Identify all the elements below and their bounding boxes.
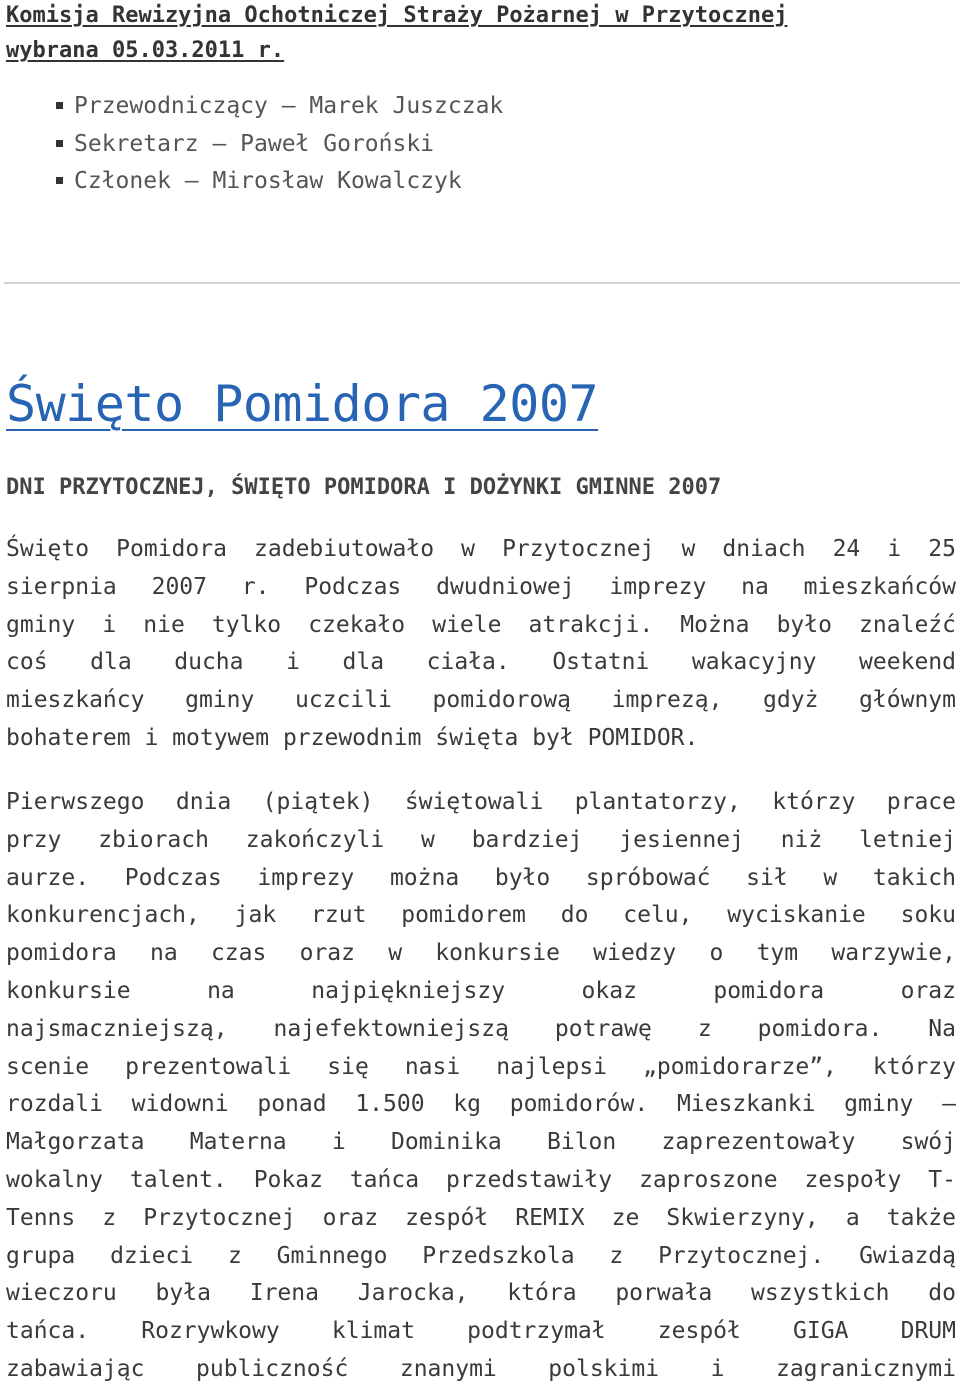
paragraph-line: konkurencjach, jak rzut pomidorem do celu, wyciskanie soku [6,902,956,929]
commission-members-list [6,88,956,201]
paragraph-line: grupa dzieci z Gminnego Przedszkola z Przytocznej. Gwiazdą [6,1242,956,1269]
paragraph-line: tańca. Rozrywkowy klimat podtrzymał zespół GIGA DRUM [6,1318,956,1345]
member-text: Sekretarz – Paweł Goroński [74,130,435,157]
paragraph-line: przy zbiorach zakończyli w bardziej jesiennej niż letniej [6,826,956,853]
paragraph-line: rozdali widowni ponad 1.500 kg pomidorów. Mieszkanki gminy – [6,1091,956,1118]
paragraph-line: sierpnia 2007 r. Podczas dwudniowej imprezy na mieszkańców [6,573,956,600]
article-paragraph-1 [6,531,956,758]
paragraph-line: mieszkańcy gminy uczcili pomidorową imprezą, gdyż głównym [6,687,956,714]
paragraph-line: pomidora na czas oraz w konkursie wiedzy o tym warzywie, [6,940,956,967]
paragraph-line: wokalny talent. Pokaz tańca przedstawiły zaproszone zespoły T- [6,1166,956,1193]
paragraph-line: wieczoru była Irena Jarocka, która porwała wszystkich do [6,1280,956,1307]
commission-heading [6,0,956,68]
article-title-link[interactable]: Święto Pomidora 2007 [6,375,599,433]
paragraph-line: scenie prezentowali się nasi najlepsi „pomidorarze”, którzy [6,1053,956,1080]
paragraph-line: Małgorzata Materna i Dominika Bilon zaprezentowały swój [6,1129,956,1156]
member-text: Przewodniczący – Marek Juszczak [74,93,504,119]
paragraph-line: Pierwszego dnia (piątek) świętowali plantatorzy, którzy prace [6,789,956,815]
section-divider [4,282,960,284]
paragraph-line: aurze. Podczas imprezy można było spróbować sił w takich [6,864,956,891]
square-bullet-icon [56,140,63,147]
article-subheading: DNI PRZYTOCZNEJ, ŚWIĘTO POMIDORA I DOŻYNKI GMINNE 2007 [6,475,722,500]
paragraph-line: Święto Pomidora zadebiutowało w Przytocznej w dniach 24 i 25 [6,536,956,562]
paragraph-line: coś dla ducha i dla ciała. Ostatni wakacyjny weekend [6,649,956,676]
article-paragraph-2 [6,784,956,1389]
commission-heading-line-2 [6,33,956,68]
commission-heading-text-2: wybrana 05.03.2011 r. [6,38,285,63]
paragraph-line: konkursie na najpiękniejszy okaz pomidora oraz [6,977,956,1004]
square-bullet-icon [56,177,63,184]
member-list-item [74,88,956,126]
commission-heading-text-1: Komisja Rewizyjna Ochotniczej Straży Pożarnej w Przytocznej [6,3,788,28]
square-bullet-icon [56,102,63,109]
paragraph-line: gminy i nie tylko czekało wiele atrakcji. Można było znaleźć [6,611,956,638]
member-text: Członek – Mirosław Kowalczyk [74,168,462,194]
paragraph-line: najsmaczniejszą, najefektowniejszą potrawę z pomidora. Na [6,1015,956,1042]
document-page [6,0,956,1382]
paragraph-line: bohaterem i motywem przewodnim święta był POMIDOR. [6,724,699,751]
member-list-item [74,126,956,164]
commission-heading-line-1 [6,0,956,33]
paragraph-line: zabawiając publiczność znanymi polskimi i zagranicznymi [6,1355,956,1382]
paragraph-line: Tenns z Przytocznej oraz zespół REMIX ze Skwierzyny, a także [6,1204,956,1231]
member-list-item [74,163,956,201]
